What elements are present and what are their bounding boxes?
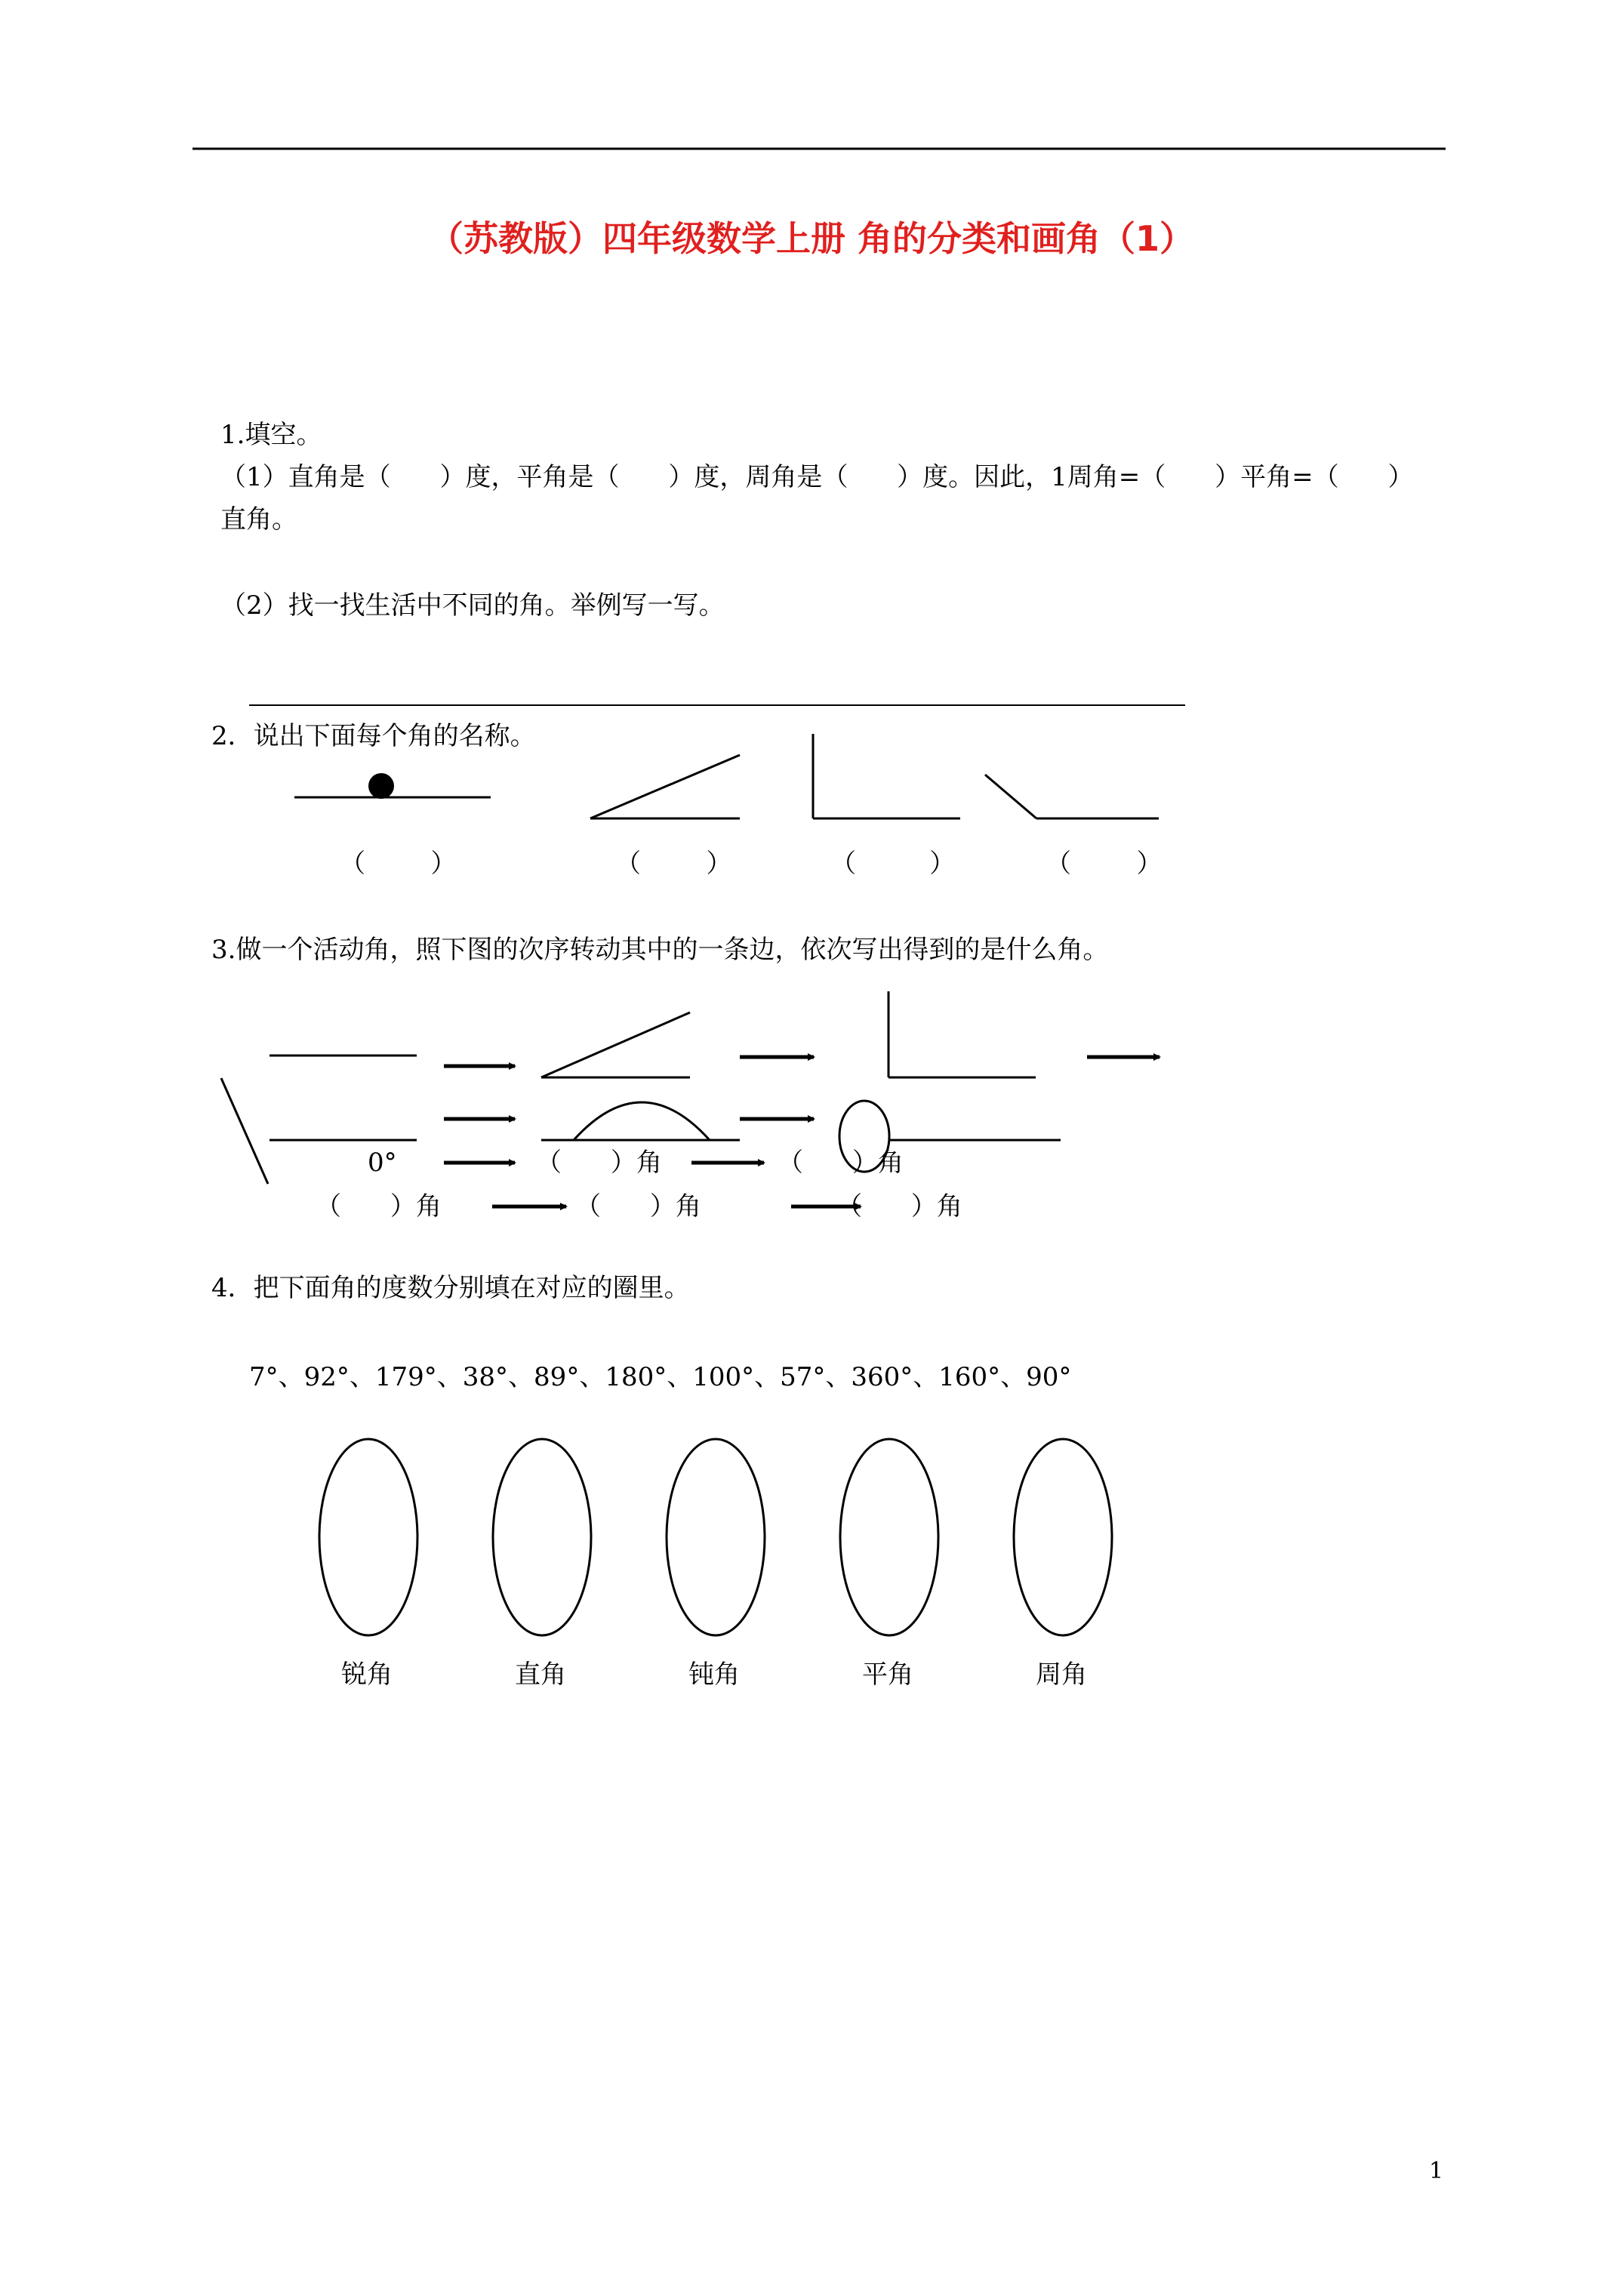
oval-round	[1014, 1439, 1112, 1635]
q2-angle-acute	[590, 755, 740, 818]
q2-angle-right	[813, 734, 960, 818]
q3-blank-1: （ ）角	[536, 1148, 662, 1178]
vertex-dot	[368, 773, 394, 799]
q3-blank-4: （ ）角	[575, 1191, 701, 1222]
q2-blank-1: （ ）	[340, 849, 457, 879]
q3-blank-2: （ ）角	[778, 1148, 904, 1178]
q3-slanted-side	[221, 1078, 268, 1184]
q3-zero-label: 0°	[368, 1148, 397, 1178]
q3-arrows	[444, 1057, 1160, 1207]
page-number: 1	[1429, 2158, 1444, 2184]
q4-label-obtuse: 钝角	[688, 1660, 740, 1690]
q4-degrees: 7°、92°、179°、38°、89°、180°、100°、57°、360°、160°、90°	[249, 1362, 1072, 1392]
q3-heading: 3.做一个活动角，照下图的次序转动其中的一条边，依次写出得到的是什么角。	[211, 935, 1109, 965]
q1-heading: 1.填空。	[220, 420, 322, 450]
q3-blank-3: （ ）角	[316, 1191, 442, 1222]
q3-right-angle	[888, 991, 1036, 1077]
q4-label-right: 直角	[515, 1660, 566, 1690]
q1-part1-line2: 直角。	[220, 504, 297, 535]
oval-acute	[319, 1439, 417, 1635]
q2-blank-3: （ ）	[830, 849, 956, 879]
q1-part2: （2）找一找生活中不同的角。举例写一写。	[220, 590, 725, 621]
page-title: （苏教版）四年级数学上册 角的分类和画角（1）	[428, 218, 1195, 259]
oval-obtuse	[667, 1439, 765, 1635]
q3-blank-5: （ ）角	[836, 1191, 962, 1222]
q4-label-acute: 锐角	[341, 1660, 393, 1690]
q3-straight-angle	[541, 1102, 740, 1140]
q2-angle-straight	[294, 773, 491, 799]
q3-acute-angle	[541, 1012, 690, 1077]
q2-blank-4: （ ）	[1046, 849, 1163, 879]
q2-heading: 2．说出下面每个角的名称。	[211, 721, 536, 751]
q4-ovals	[319, 1439, 1112, 1635]
q2-blank-2: （ ）	[615, 849, 732, 879]
q4-label-round: 周角	[1036, 1660, 1087, 1690]
q4-heading: 4．把下面角的度数分别填在对应的圈里。	[211, 1273, 690, 1303]
oval-straight	[840, 1439, 938, 1635]
q2-angle-obtuse	[985, 775, 1159, 818]
q4-label-straight: 平角	[862, 1660, 913, 1690]
oval-right	[493, 1439, 591, 1635]
q1-part1-line1: （1）直角是（ ）度，平角是（ ）度，周角是（ ）度。因此，1周角=（ ）平角=（ ）	[220, 462, 1414, 492]
